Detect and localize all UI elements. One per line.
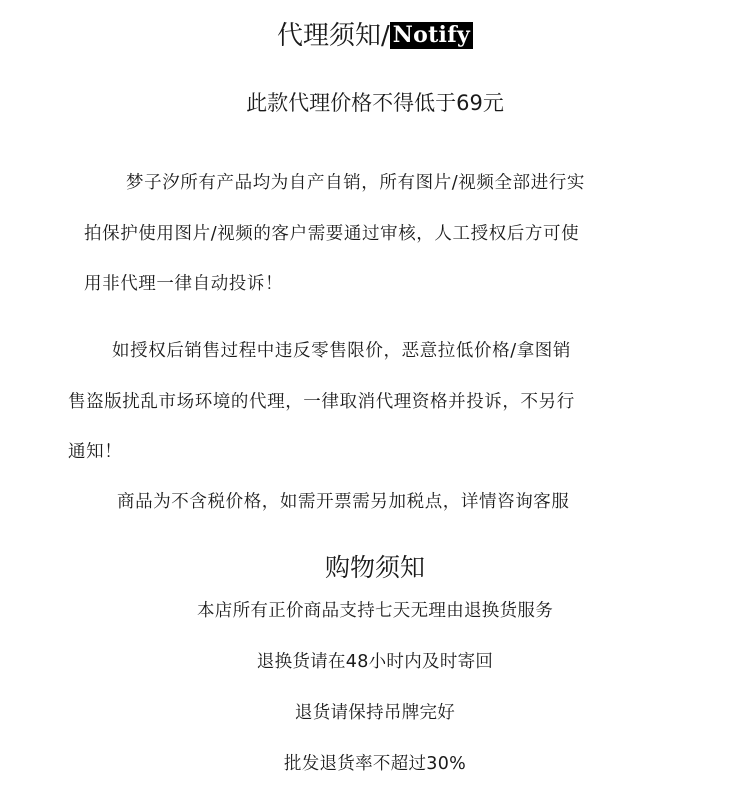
paragraph-2-line-1: 如授权后销售过程中违反零售限价，恶意拉低价格/拿图销 [112, 341, 571, 361]
shopping-item-tag-intact: 退货请保持吊牌完好 [294, 703, 456, 723]
paragraph-1-line-2: 拍保护使用图片/视频的客户需要通过审核，人工授权后方可使 [84, 224, 580, 244]
page-title [0, 22, 750, 49]
tax-notice: 商品为不含税价格，如需开票需另加税点，详情咨询客服 [117, 492, 570, 512]
paragraph-2-line-3: 通知！ [68, 442, 123, 462]
paragraph-1-line-1: 梦子汐所有产品均为自产自销，所有图片/视频全部进行实 [126, 173, 585, 193]
shopping-notice-title: 购物须知 [324, 553, 425, 582]
paragraph-2-line-2: 售盗版扰乱市场环境的代理，一律取消代理资格并投诉，不另行 [68, 392, 575, 412]
title-chinese: 代理须知/ [276, 21, 390, 51]
shopping-item-return-window: 退换货请在48小时内及时寄回 [256, 652, 494, 672]
price-notice: 此款代理价格不得低于69元 [246, 91, 504, 115]
shopping-item-wholesale-rate: 批发退货率不超过30% [283, 754, 467, 774]
title-notify-badge: Notify [390, 22, 473, 49]
shopping-item-return-policy: 本店所有正价商品支持七天无理由退换货服务 [197, 601, 553, 621]
paragraph-1-line-3: 用非代理一律自动投诉！ [84, 274, 284, 294]
